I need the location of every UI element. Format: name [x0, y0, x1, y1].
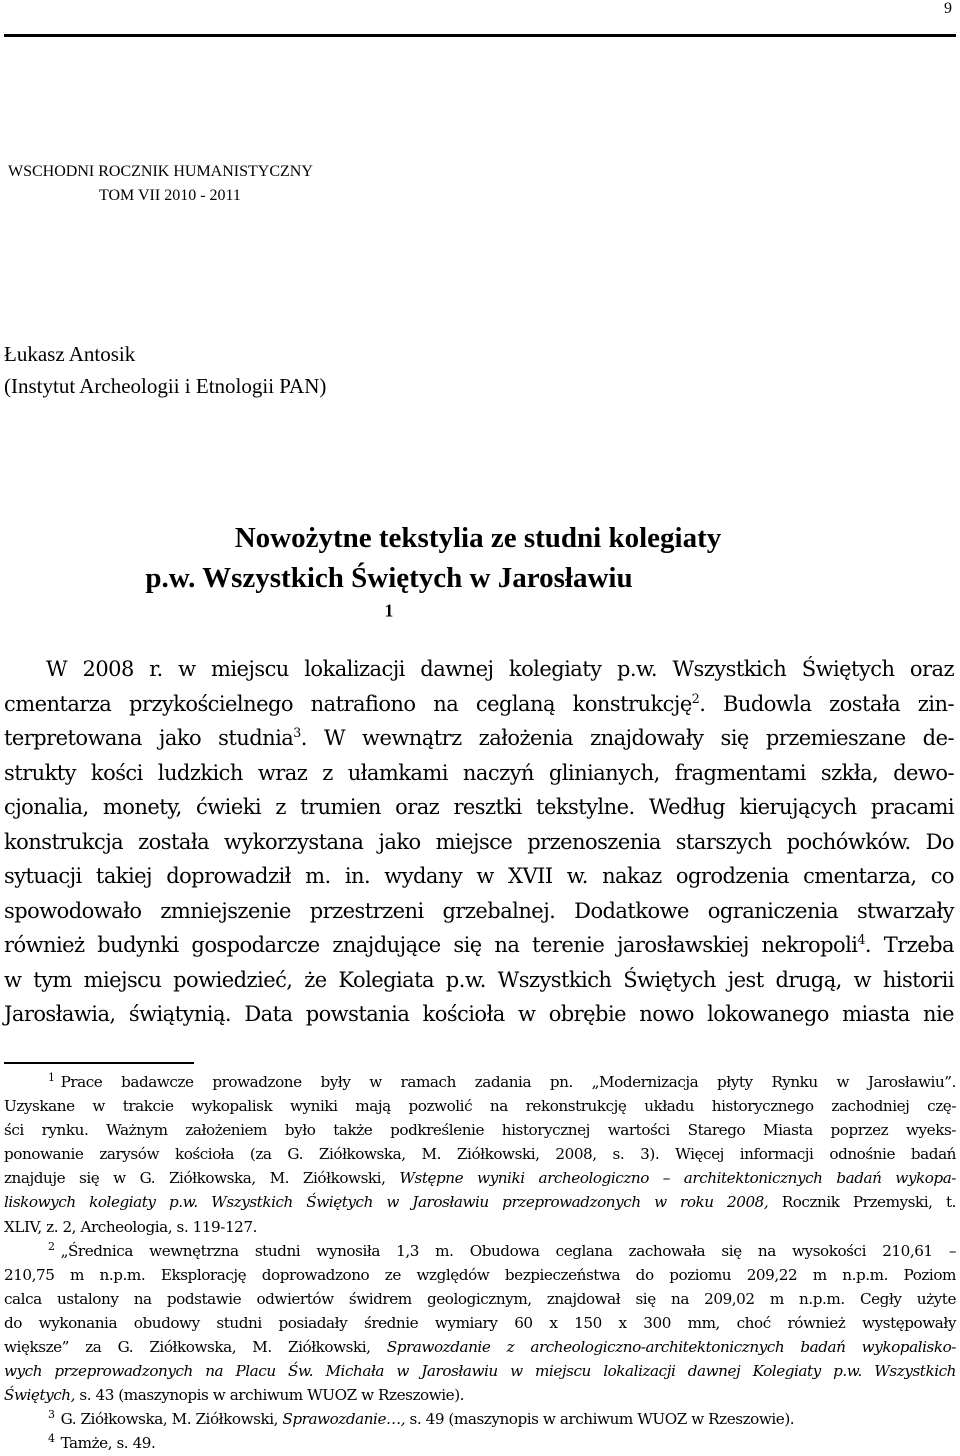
footnote-text: Prace badawcze prowadzone były w ramach zadania pn. „Modernizacja płyty Rynku w Jarosławiu”. — [60, 1073, 956, 1091]
author-block — [4, 338, 326, 402]
footnote-italic-text: Sprawozdanie…, — [282, 1410, 406, 1429]
title-line-2-text: p.w. Wszystkich Świętych w Jarosławiu — [145, 562, 633, 594]
footnote-italic-text: Sprawozdanie z archeologiczno-architektonicznych badań wykopalisko- — [386, 1338, 956, 1357]
footnote-2-line — [4, 1383, 956, 1407]
footnote-2-line — [4, 1335, 956, 1359]
footnote-text: znajduje się w G. Ziółkowska, M. Ziółkowski, — [4, 1169, 386, 1188]
footnote-2-line — [4, 1359, 956, 1383]
title-line-1: Nowożytne tekstylia ze studni kolegiaty — [234, 522, 722, 554]
footnote-text: G. Ziółkowska, M. Ziółkowski, — [60, 1410, 279, 1429]
author-name: Łukasz Antosik — [4, 342, 136, 366]
journal-name: WSCHODNI ROCZNIK HUMANISTYCZNY — [8, 163, 313, 180]
footnote-1-line: Uzyskane w trakcie wykopalisk wyniki mają pozwolić na rekonstrukcję układu historycznego zachodniej czę- — [4, 1097, 956, 1116]
header-rule — [4, 34, 956, 37]
article-title — [0, 518, 960, 638]
body-line — [4, 928, 954, 963]
footnote-italic-text: wych przeprowadzonych na Placu Św. Michała w Jarosławiu w miejscu lokalizacji dawnej Kolegiaty p.w. Wszystkich — [4, 1362, 956, 1381]
body-line-text: . Budowla została zin- — [699, 691, 954, 716]
footnote-1-line — [4, 1070, 956, 1094]
footnote-ref-4: 4 — [857, 932, 865, 947]
footnote-italic-text: Wstępne wyniki archeologiczno – architektonicznych badań wykopa- — [399, 1169, 956, 1188]
body-line — [4, 721, 954, 756]
page-number: 9 — [944, 0, 952, 17]
body-line-text: również budynki gospodarcze znajdujące się na terenie jarosławskiej nekropoli — [4, 933, 858, 957]
body-line-text: . Trzeba — [864, 933, 954, 957]
body-line — [4, 687, 954, 722]
body-line: Jarosławia, świątynią. Data powstania kościoła w obrębie nowo lokowanego miasta nie — [4, 1002, 954, 1026]
body-line: cjonalia, monety, ćwieki z trumien oraz resztki tekstylne. Według kierujących pracami — [4, 795, 954, 819]
footnote-2-line: do wykonania obudowy studni posiadały średnie wymiary 60 x 150 x 300 mm, choć również występowały — [4, 1313, 956, 1332]
footnote-ref-2: 2 — [691, 690, 700, 706]
footnote-text: „Średnica wewnętrzna studni wynosiła 1,3 m. Obudowa ceglana zachowała się na wysokości 210,61 – — [60, 1241, 956, 1260]
journal-header — [8, 160, 313, 208]
footnote-1-mark: 1 — [48, 1070, 55, 1084]
body-line-text: terpretowana jako studnia — [4, 726, 294, 750]
body-line: konstrukcja została wykorzystana jako miejsce przenoszenia starszych pochówków. Do — [4, 829, 954, 854]
title-line-2 — [0, 558, 960, 638]
footnote-3-line — [4, 1407, 956, 1431]
footnote-1-line: ponowanie zarysów kościoła (za G. Ziółkowska, M. Ziółkowski, 2008, s. 3). Więcej informacji odnośnie badań — [4, 1145, 956, 1164]
body-line-text: . W wewnątrz założenia znajdowały się przemieszane de- — [300, 726, 954, 750]
footnotes — [4, 1070, 956, 1456]
footnote-text: s. 43 (maszynopis w archiwum WUOZ w Rzeszowie). — [79, 1386, 465, 1405]
footnote-rule — [4, 1062, 194, 1064]
body-line: w tym miejscu powiedzieć, że Kolegiata p.w. Wszystkich Świętych jest drugą, w historii — [4, 967, 954, 992]
body-line: spowodowało zmniejszenie przestrzeni grzebalnej. Dodatkowe ograniczenia stwarzały — [4, 898, 954, 923]
footnote-2-line: 210,75 m n.p.m. Eksplorację doprowadzono ze względów bezpieczeństwa do poziomu 209,22 m n.p.m. Poziom — [4, 1265, 956, 1284]
body-line: sytuacji takiej doprowadził m. in. wydany w XVII w. nakaz ogrodzenia cmentarza, co — [4, 864, 954, 888]
footnote-1-line — [4, 1166, 956, 1190]
footnote-text: Tamże, s. 49. — [60, 1434, 156, 1453]
footnote-1-line — [4, 1190, 956, 1214]
footnote-text: większe” za G. Ziółkowska, M. Ziółkowski, — [4, 1338, 371, 1357]
body-line: W 2008 r. w miejscu lokalizacji dawnej kolegiaty p.w. Wszystkich Świętych oraz — [46, 657, 954, 681]
footnote-2-line — [4, 1239, 956, 1263]
body-line: strukty kości ludzkich wraz z ułamkami naczyń glinianych, fragmentami szkła, dewo- — [4, 760, 954, 785]
footnote-italic-text: Świętych, — [4, 1386, 75, 1405]
footnote-2-mark: 2 — [48, 1239, 55, 1253]
title-footnote-ref: 1 — [384, 600, 394, 621]
footnote-4-line — [4, 1431, 956, 1455]
footnote-3-mark: 3 — [48, 1408, 55, 1422]
footnote-text: s. 49 (maszynopis w archiwum WUOZ w Rzeszowie). — [409, 1410, 795, 1429]
body-text — [4, 652, 954, 1032]
footnote-1-line: XLIV, z. 2, Archeologia, s. 119-127. — [4, 1217, 257, 1236]
footnote-2-line: calca ustalony na podstawie odwiertów świdrem geologicznym, znajdował się na 209,02 m n.p.m. Cegły użyte — [4, 1289, 956, 1308]
body-line-text: cmentarza przykościelnego natrafiono na ceglaną konstrukcję — [4, 691, 692, 716]
footnote-italic-text: liskowych kolegiaty p.w. Wszystkich Świętych w Jarosławiu przeprowadzonych w roku 2008, — [4, 1193, 769, 1212]
footnote-text: Rocznik Przemyski, t. — [781, 1193, 956, 1212]
footnote-1-line: ści rynku. Ważnym założeniem było także podkreślenie historycznej wartości Starego Miasta poprzez wyeks- — [4, 1121, 956, 1140]
footnote-ref-3: 3 — [293, 725, 301, 740]
journal-volume: TOM VII 2010 - 2011 — [99, 187, 241, 204]
footnote-4-mark: 4 — [48, 1432, 55, 1446]
author-affiliation: (Instytut Archeologii i Etnologii PAN) — [4, 374, 327, 398]
